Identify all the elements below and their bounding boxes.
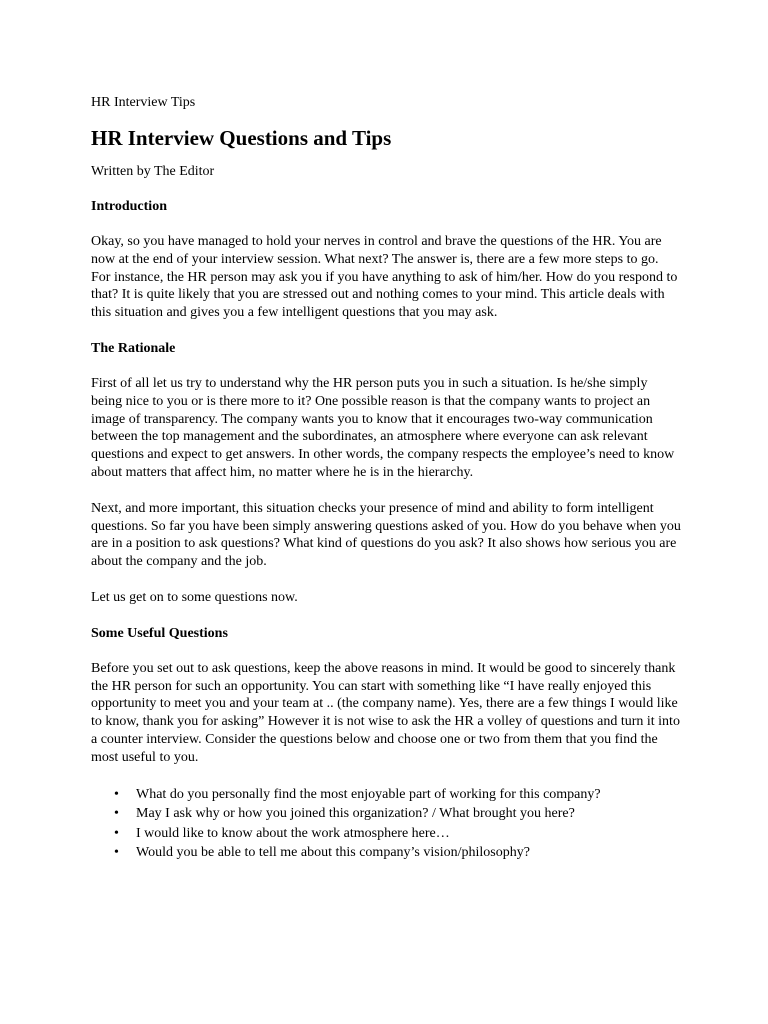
paragraph: Next, and more important, this situation checks your presence of mind and ability to form intelligent questions. So far you have been simply answering questions asked of you. How do you behave when you are in a position to ask questions? What kind of questions do you ask? It also shows how serious you are about the company and the job.	[91, 500, 681, 570]
section-rationale	[91, 340, 681, 607]
list-item	[91, 843, 681, 863]
page-header: HR Interview Tips	[91, 95, 196, 110]
paragraph: Before you set out to ask questions, keep the above reasons in mind. It would be good to sincerely thank the HR person for such an opportunity. You can start with something like “I have really enjoyed this opportunity to meet you and your team at .. (the company name). Yes, there are a few things I would like to know, thank you for asking” However it is not wise to ask the HR a volley of questions and turn it into a counter interview. Consider the questions below and choose one or two from them that you find the most useful to you.	[91, 660, 680, 765]
section-heading: Introduction	[91, 199, 167, 214]
paragraph: Let us get on to some questions now.	[91, 589, 298, 605]
list-item-text: What do you personally find the most enjoyable part of working for this company?	[136, 786, 601, 802]
list-item-text: I would like to know about the work atmosphere here…	[136, 825, 450, 841]
bullet-icon: •	[114, 786, 119, 802]
question-list	[91, 785, 681, 863]
list-item-text: Would you be able to tell me about this company’s vision/philosophy?	[136, 845, 530, 861]
document-page	[91, 94, 681, 863]
document-title: HR Interview Questions and Tips	[91, 126, 392, 150]
list-item	[91, 824, 681, 844]
bullet-icon: •	[114, 806, 119, 822]
section-heading: The Rationale	[91, 340, 176, 356]
list-item-text: May I ask why or how you joined this organization? / What brought you here?	[136, 806, 575, 822]
paragraph: Okay, so you have managed to hold your nerves in control and brave the questions of the HR. You are now at the end of your interview session. What next? The answer is, there are a few more steps to go. For instance, the HR person may ask you if you have anything to ask of him/her. How do you respond to that? It is quite likely that you are stressed out and nothing comes to your mind. This article deals with this situation and gives you a few intelligent questions that you may ask.	[91, 234, 678, 321]
bullet-icon: •	[114, 825, 119, 841]
section-introduction	[91, 198, 681, 322]
byline: Written by The Editor	[91, 164, 215, 179]
paragraph: First of all let us try to understand why the HR person puts you in such a situation. Is he/she simply being nice to you or is there more to it? One possible reason is that the company wants to project an image of transparency. The company wants you to know that it encourages two-way communication between the top management and the subordinates, an atmosphere where everyone can ask relevant questions and expect to get answers. In other words, the company respects the employee’s need to know about matters that affect him, no matter where he is in the hierarchy.	[91, 375, 675, 480]
list-item	[91, 785, 681, 805]
section-heading: Some Useful Questions	[91, 625, 228, 641]
section-useful-questions	[91, 625, 681, 863]
list-item	[91, 804, 681, 824]
bullet-icon: •	[114, 845, 119, 861]
